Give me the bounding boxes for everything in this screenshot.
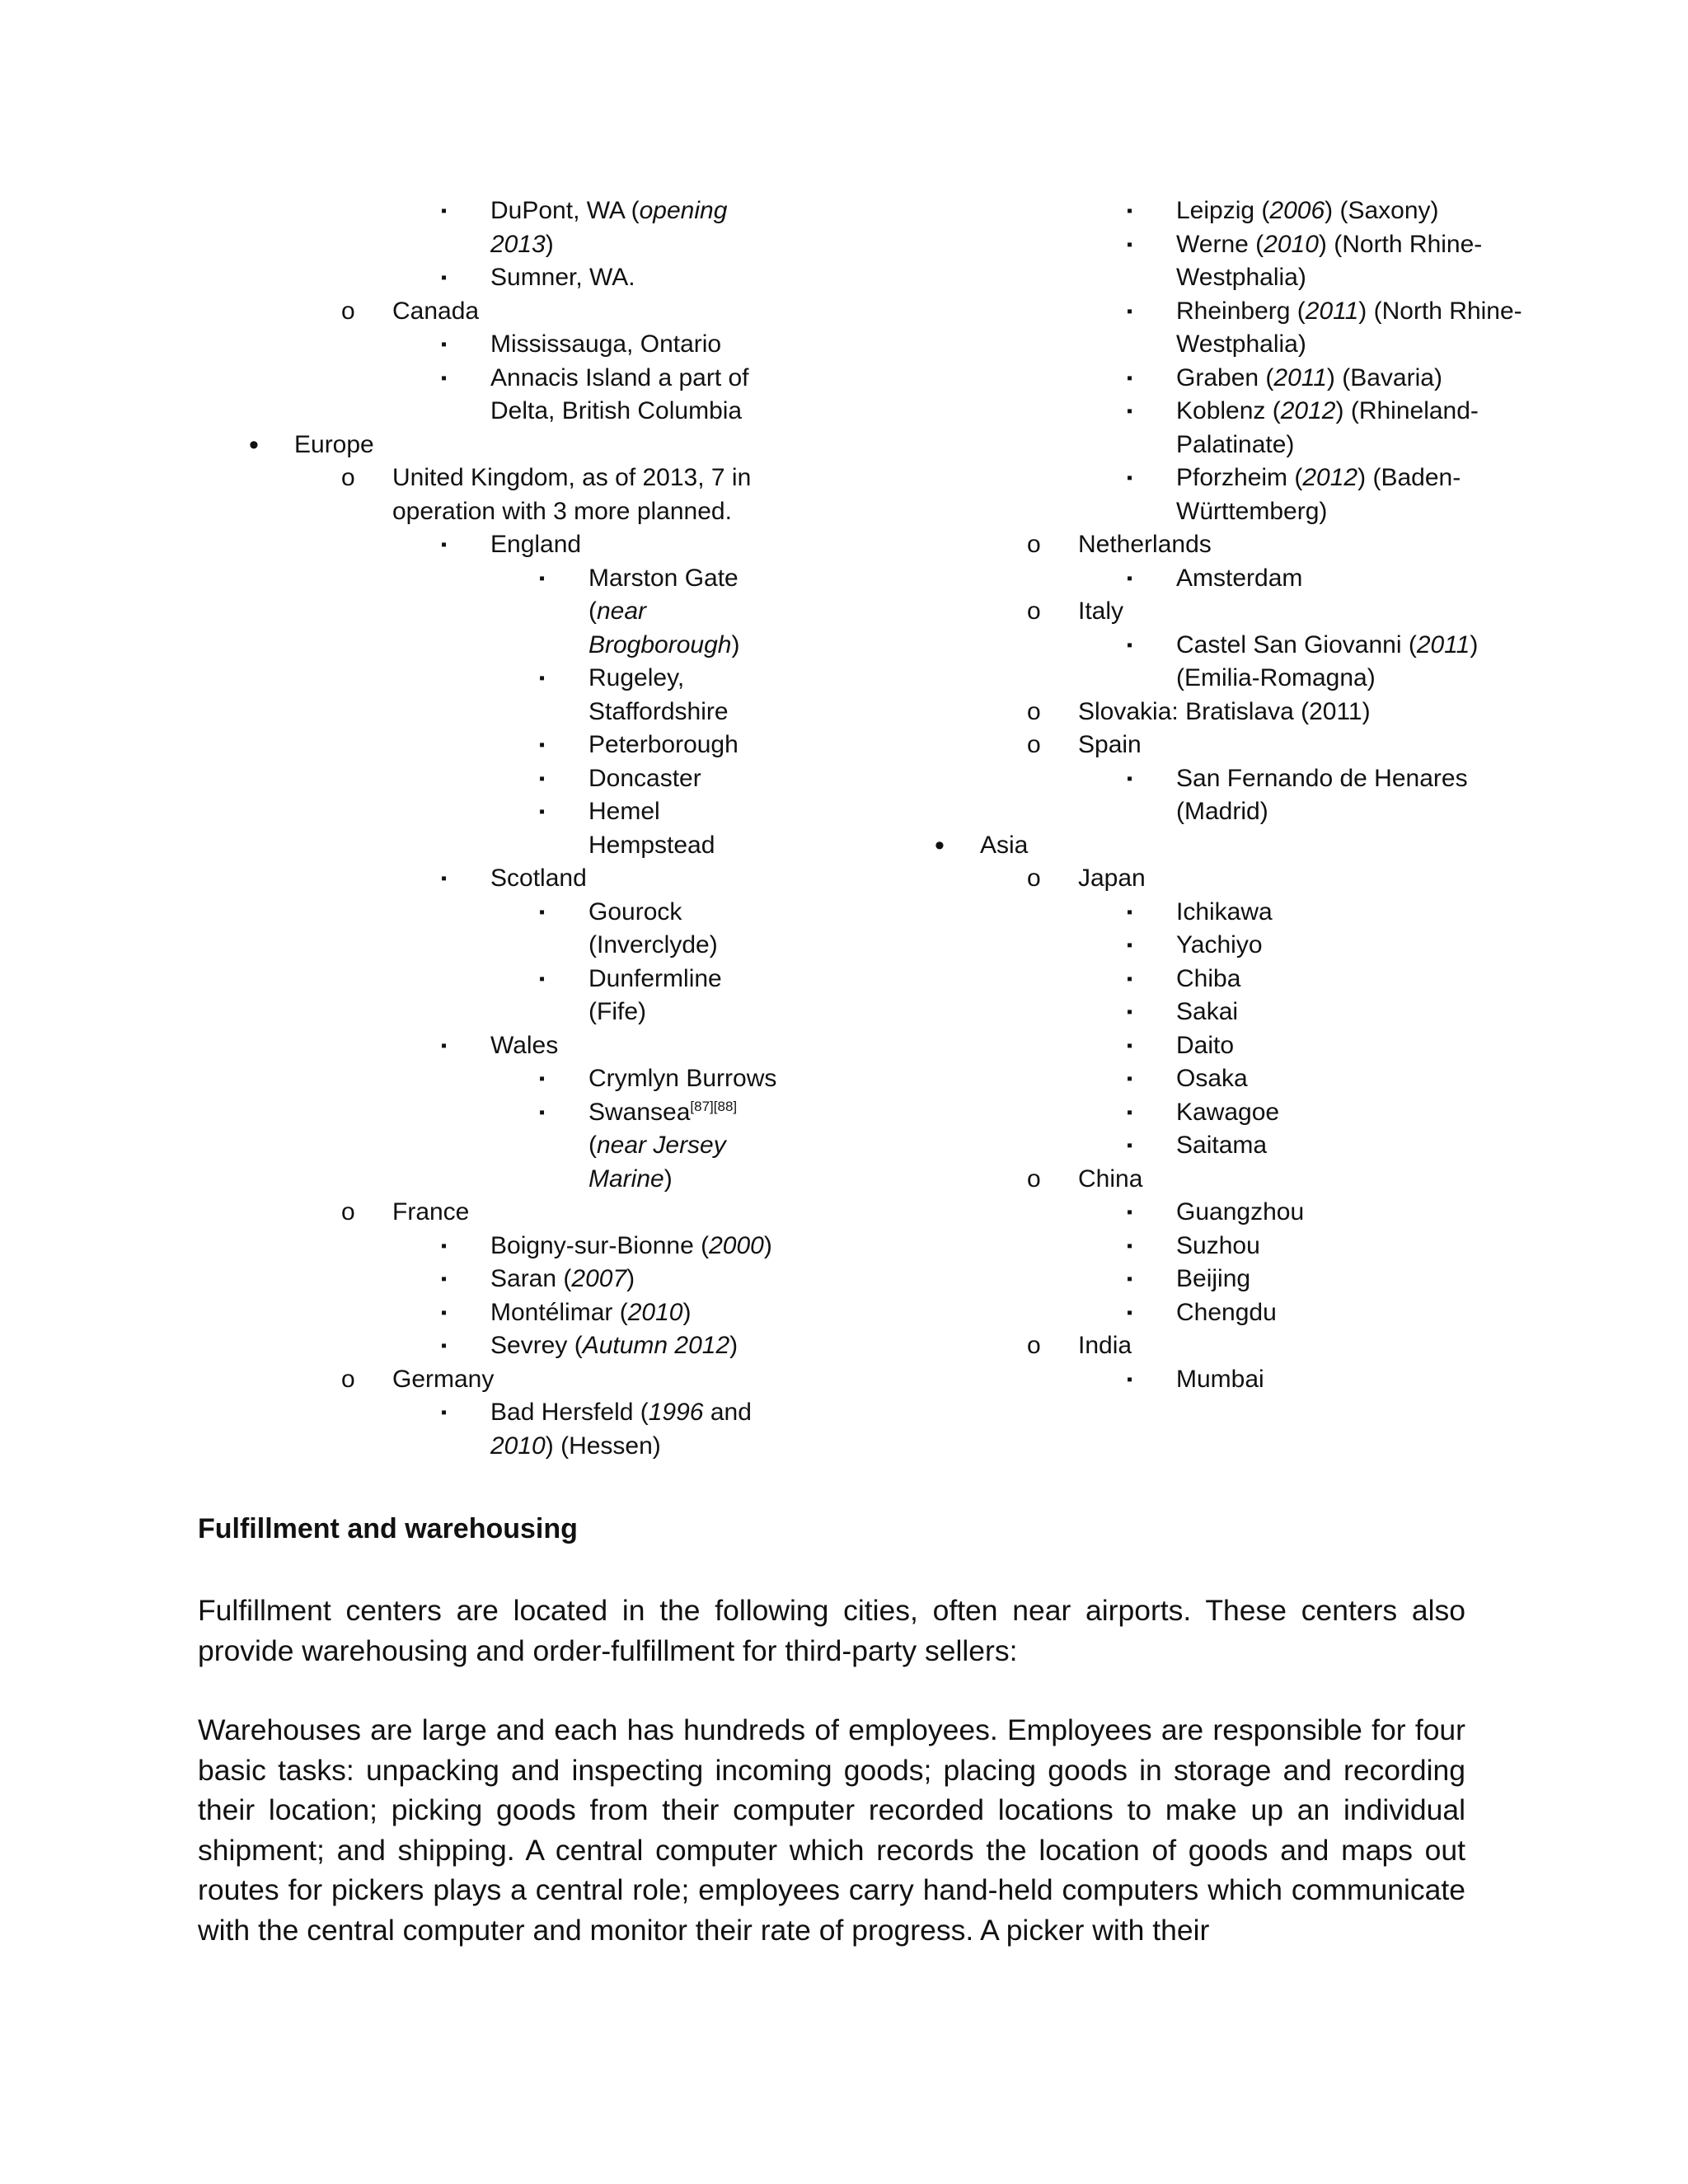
- text-run: Scotland: [490, 865, 587, 892]
- list-item-level-4: [539, 896, 786, 963]
- list-item-level-3: [1127, 1029, 1564, 1063]
- list-item-text: [1078, 531, 1212, 558]
- text-run: Castel San Giovanni (: [1176, 630, 1417, 658]
- bullet-icon: ▪: [1127, 1270, 1133, 1288]
- list-item-level-3: [1127, 1363, 1564, 1397]
- list-item-level-3: [1127, 996, 1564, 1029]
- list-item-level-2: [1027, 1329, 1540, 1363]
- list-item-text: [1078, 1165, 1142, 1193]
- bullet-icon: ▪: [539, 669, 546, 687]
- text-run: Europe: [294, 430, 374, 458]
- text-run: ) (Baden-Württemberg): [1176, 464, 1461, 525]
- text-run: Annacis Island a part of Delta, British Columbia: [490, 363, 749, 424]
- bullet-icon: ▪: [1127, 969, 1133, 988]
- list-item-level-3: [441, 1029, 787, 1063]
- italic-text: 2012: [1280, 397, 1336, 424]
- bullet-icon: •: [249, 429, 259, 461]
- text-run: Boigny-sur-Bionne (: [490, 1231, 710, 1259]
- bullet-icon: ▪: [441, 368, 448, 387]
- text-run: Daito: [1176, 1031, 1235, 1059]
- list-item-level-3: [441, 862, 787, 896]
- text-run: Osaka: [1176, 1065, 1248, 1092]
- text-run: Asia: [980, 831, 1029, 859]
- italic-text: 2000: [709, 1231, 764, 1259]
- text-run: (: [588, 1132, 597, 1159]
- bullet-icon: o: [341, 464, 355, 491]
- list-item-level-3: [441, 1396, 787, 1463]
- text-run: ) (Hessen): [545, 1432, 661, 1460]
- list-item-level-3: [1127, 896, 1564, 930]
- reference-superscript: [87][88]: [690, 1098, 738, 1114]
- bullet-icon: o: [341, 297, 355, 325]
- list-item-level-3: [1127, 462, 1564, 528]
- text-run: Gourock (Inverclyde): [588, 898, 718, 958]
- text-run: Mumbai: [1176, 1365, 1264, 1393]
- list-item-text: [1078, 731, 1142, 758]
- text-run: Saran (: [490, 1265, 572, 1292]
- text-run: Marston Gate (: [588, 564, 738, 625]
- list-item-text: [490, 1265, 635, 1292]
- list-item-level-4: [539, 762, 786, 796]
- text-run: Wales: [490, 1031, 559, 1059]
- list-item-level-3: [1127, 228, 1564, 295]
- list-item-level-3: [1127, 929, 1564, 963]
- list-item-level-3: [441, 328, 787, 362]
- list-item-text: [392, 464, 751, 525]
- bullet-icon: ▪: [1127, 635, 1133, 654]
- list-item-text: [490, 865, 587, 892]
- list-item-text: [1176, 1299, 1277, 1326]
- list-item-level-4: [539, 662, 786, 729]
- list-item-text: [490, 1032, 558, 1059]
- list-item-level-2: [1027, 862, 1540, 896]
- italic-text: 2010: [1264, 230, 1319, 258]
- bullet-icon: ▪: [441, 269, 448, 287]
- text-run: China: [1078, 1165, 1143, 1193]
- text-run: Graben (: [1176, 363, 1274, 391]
- list-item-level-4: [539, 1062, 786, 1096]
- bullet-icon: ▪: [441, 1236, 448, 1255]
- text-run: Beijing: [1176, 1265, 1251, 1292]
- bullet-icon: ▪: [441, 536, 448, 554]
- text-run: ): [731, 630, 740, 658]
- text-run: Guangzhou: [1176, 1198, 1305, 1226]
- list-item-text: [1176, 231, 1482, 292]
- list-item-level-3: [441, 194, 787, 261]
- list-item-text: [1176, 631, 1478, 692]
- bullet-icon: o: [1027, 865, 1041, 892]
- list-item-text: [588, 664, 729, 725]
- list-item-text: [490, 531, 581, 558]
- text-run: ) (Rhineland-Palatinate): [1176, 397, 1479, 458]
- bullet-icon: ▪: [1127, 1203, 1133, 1221]
- text-run: Crymlyn Burrows: [588, 1065, 777, 1092]
- list-item-text: [392, 1366, 494, 1393]
- list-item-level-3: [1127, 1296, 1564, 1330]
- text-run: Japan: [1078, 865, 1146, 892]
- list-item-text: [392, 1198, 469, 1226]
- section-heading: Fulfillment and warehousing: [198, 1513, 578, 1544]
- text-run: ): [763, 1231, 772, 1259]
- text-run: DuPont, WA (: [490, 197, 640, 224]
- list-item-text: [1078, 598, 1123, 625]
- bullet-icon: ▪: [1127, 769, 1133, 788]
- list-item-text: [1176, 565, 1302, 592]
- bullet-icon: ▪: [539, 769, 546, 788]
- text-run: Yachiyo: [1176, 931, 1263, 958]
- list-item-level-3: [441, 362, 787, 429]
- list-item-level-4: [539, 963, 786, 1029]
- list-item-text: [588, 1099, 737, 1193]
- bullet-icon: ▪: [1127, 1103, 1133, 1122]
- list-item-level-3: [1127, 1196, 1564, 1230]
- text-run: Netherlands: [1078, 531, 1212, 558]
- text-run: Sakai: [1176, 998, 1239, 1025]
- list-item-level-2: [341, 295, 755, 329]
- bullet-icon: ▪: [1127, 1070, 1133, 1088]
- list-item-text: [294, 431, 374, 458]
- bullet-icon: ▪: [1127, 302, 1133, 321]
- list-item-text: [588, 1065, 776, 1092]
- text-run: Canada: [392, 297, 480, 325]
- italic-text: near Jersey Marine: [588, 1132, 726, 1193]
- bullet-icon: ▪: [1127, 202, 1133, 220]
- text-run: Hemel Hempstead: [588, 798, 715, 859]
- bullet-icon: o: [1027, 531, 1041, 558]
- list-item-text: [1176, 998, 1238, 1025]
- list-item-level-3: [1127, 362, 1564, 396]
- list-item-text: [1176, 1366, 1264, 1393]
- list-item-level-2: [341, 462, 755, 528]
- list-item-text: [1176, 1032, 1234, 1059]
- italic-text: 1996: [648, 1399, 704, 1426]
- list-item-level-3: [1127, 1096, 1564, 1130]
- bullet-icon: ▪: [539, 969, 546, 988]
- text-run: Pforzheim (: [1176, 464, 1303, 491]
- list-item-text: [490, 364, 749, 425]
- text-run: Swansea: [588, 1098, 691, 1126]
- list-item-level-3: [1127, 194, 1564, 228]
- list-item-level-3: [1127, 1062, 1564, 1096]
- list-item-text: [1176, 1232, 1260, 1259]
- bullet-icon: ▪: [441, 1337, 448, 1355]
- bullet-icon: o: [1027, 598, 1041, 625]
- list-item-level-4: [539, 729, 786, 762]
- list-item-text: [1176, 965, 1240, 992]
- list-item-text: [490, 197, 727, 258]
- list-item-text: [1176, 298, 1522, 359]
- list-item-level-4: [539, 562, 786, 663]
- bullet-icon: ▪: [539, 736, 546, 754]
- bullet-icon: ▪: [539, 803, 546, 821]
- text-run: England: [490, 531, 582, 558]
- list-item-level-2: [341, 1363, 755, 1397]
- text-run: Peterborough: [588, 731, 738, 758]
- text-run: Chengdu: [1176, 1298, 1277, 1326]
- list-item-level-4: [539, 795, 786, 862]
- list-item-text: [1078, 1332, 1132, 1359]
- text-run: Montélimar (: [490, 1298, 628, 1326]
- list-item-text: [1176, 1065, 1248, 1092]
- list-item-level-2: [1027, 528, 1540, 562]
- text-run: Mississauga, Ontario: [490, 330, 722, 358]
- bullet-icon: ▪: [1127, 469, 1133, 487]
- list-item-level-3: [1127, 395, 1564, 462]
- list-item-text: [1176, 1265, 1250, 1292]
- list-item-text: [490, 1232, 772, 1259]
- bullet-icon: ▪: [1127, 1003, 1133, 1021]
- list-item-level-3: [1127, 963, 1564, 996]
- text-run: Italy: [1078, 598, 1124, 625]
- list-item-level-2: [1027, 696, 1540, 729]
- bullet-icon: o: [341, 1198, 355, 1226]
- text-run: Doncaster: [588, 764, 701, 792]
- text-run: Bad Hersfeld (: [490, 1399, 649, 1426]
- list-item-text: [1176, 931, 1263, 958]
- list-item-level-3: [1127, 1230, 1564, 1263]
- list-item-text: [1176, 197, 1439, 224]
- bullet-icon: ▪: [1127, 936, 1133, 954]
- bullet-icon: ▪: [539, 902, 546, 921]
- list-item-text: [588, 765, 701, 792]
- bullet-icon: o: [1027, 731, 1041, 758]
- list-item-text: [980, 832, 1028, 859]
- text-run: Kawagoe: [1176, 1098, 1280, 1126]
- text-run: Saitama: [1176, 1132, 1268, 1159]
- text-run: ) (North Rhine-Westphalia): [1176, 297, 1522, 358]
- list-item-text: [1176, 464, 1461, 525]
- locations-list-left: [0, 194, 791, 1463]
- list-item-text: [1176, 1198, 1304, 1226]
- bullet-icon: ▪: [539, 1070, 546, 1088]
- list-item-text: [588, 898, 718, 959]
- list-item-level-3: [441, 1263, 787, 1296]
- list-item-level-3: [1127, 629, 1564, 696]
- list-item-level-3: [1127, 1129, 1564, 1163]
- list-item-level-3: [1127, 562, 1564, 596]
- list-item-level-1: [935, 829, 1475, 863]
- list-item-level-3: [1127, 762, 1564, 829]
- bullet-icon: ▪: [441, 335, 448, 354]
- italic-text: 2011: [1305, 297, 1359, 325]
- text-run: Leipzig (: [1176, 197, 1270, 224]
- italic-text: 2010: [490, 1432, 546, 1460]
- list-item-text: [588, 565, 739, 658]
- italic-text: 2011: [1273, 363, 1327, 391]
- list-item-text: [588, 731, 738, 758]
- italic-text: 2011: [1416, 630, 1470, 658]
- list-item-level-4: [539, 1096, 786, 1197]
- bullet-icon: o: [1027, 697, 1041, 725]
- bullet-icon: ▪: [1127, 1036, 1133, 1055]
- bullet-icon: o: [341, 1365, 355, 1393]
- text-run: ): [663, 1165, 673, 1193]
- text-run: Koblenz (: [1176, 397, 1281, 424]
- list-item-text: [1176, 1132, 1267, 1159]
- list-item-level-2: [341, 1196, 755, 1230]
- list-item-text: [588, 798, 715, 859]
- bullet-icon: ▪: [1127, 368, 1133, 387]
- bullet-icon: o: [1027, 1332, 1041, 1359]
- bullet-icon: •: [935, 829, 945, 861]
- bullet-icon: ▪: [441, 869, 448, 888]
- list-item-text: [1176, 1099, 1279, 1126]
- list-item-text: [1176, 364, 1442, 391]
- list-item-text: [490, 1332, 738, 1359]
- list-item-text: [1176, 765, 1468, 826]
- list-item-text: [392, 298, 479, 325]
- text-run: United Kingdom, as of 2013, 7 in operation with 3 more planned.: [392, 464, 752, 525]
- locations-list-right: [907, 194, 1648, 1396]
- bullet-icon: ▪: [441, 1404, 448, 1422]
- italic-text: near Brogborough: [588, 598, 732, 658]
- italic-text: 2006: [1269, 197, 1325, 224]
- bullet-icon: ▪: [441, 1270, 448, 1288]
- list-item-level-3: [441, 1230, 787, 1263]
- bullet-icon: ▪: [1127, 902, 1133, 921]
- italic-text: 2007: [571, 1265, 627, 1292]
- text-run: India: [1078, 1332, 1132, 1359]
- text-run: Slovakia: Bratislava (2011): [1078, 697, 1371, 725]
- bullet-icon: ▪: [539, 1103, 546, 1122]
- text-run: ): [626, 1265, 635, 1292]
- text-run: ): [729, 1332, 738, 1359]
- text-run: Spain: [1078, 731, 1142, 758]
- list-item-text: [1176, 898, 1273, 926]
- italic-text: 2012: [1302, 464, 1358, 491]
- paragraph-warehouses: Warehouses are large and each has hundreds of employees. Employees are responsible for four basic tasks: unpacking and inspecting incoming goods; placing goods in storage and recording their location; picking goods from their computer recorded locations to make up an individual shipment; and shipping. A central computer which records the location of goods and maps out routes for pickers plays a central role; employees carry hand-held computers which communicate with the central computer and monitor their rate of progress. A picker with their: [198, 1713, 1465, 1947]
- text-run: ) (Emilia-Romagna): [1176, 630, 1479, 691]
- text-run: and: [703, 1399, 752, 1426]
- bullet-icon: ▪: [1127, 1303, 1133, 1322]
- text-run: ) (Saxony): [1325, 197, 1439, 224]
- text-run: ) (Bavaria): [1326, 363, 1442, 391]
- text-run: Sevrey (: [490, 1332, 583, 1359]
- text-run: Werne (: [1176, 230, 1264, 258]
- list-item-text: [490, 264, 635, 291]
- bullet-icon: ▪: [1127, 1236, 1133, 1255]
- text-run: Germany: [392, 1365, 495, 1393]
- list-item-text: [1078, 698, 1371, 725]
- italic-text: opening 2013: [490, 197, 728, 258]
- paragraph-fulfillment-centers: Fulfillment centers are located in the following cities, often near airports. These centers also provide warehousing and order-fulfillment for third-party sellers:: [198, 1594, 1465, 1667]
- list-item-level-1: [249, 429, 756, 462]
- text-run: Suzhou: [1176, 1231, 1260, 1259]
- list-item-text: [490, 1299, 691, 1326]
- bullet-icon: ▪: [441, 1036, 448, 1055]
- text-run: ): [682, 1298, 692, 1326]
- text-run: ): [545, 230, 554, 258]
- bullet-icon: ▪: [1127, 1370, 1133, 1389]
- list-item-text: [1176, 397, 1479, 458]
- text-run: France: [392, 1198, 470, 1226]
- text-run: Chiba: [1176, 964, 1241, 992]
- list-item-level-3: [441, 1329, 787, 1363]
- bullet-icon: ▪: [441, 202, 448, 220]
- bullet-icon: ▪: [1127, 1137, 1133, 1155]
- italic-text: Autumn 2012: [582, 1332, 730, 1359]
- text-run: ) (North Rhine-Westphalia): [1176, 230, 1483, 291]
- text-run: Ichikawa: [1176, 898, 1273, 926]
- list-item-text: [490, 330, 721, 358]
- text-run: San Fernando de Henares (Madrid): [1176, 764, 1468, 825]
- list-item-level-2: [1027, 729, 1540, 762]
- list-item-text: [588, 965, 722, 1026]
- text-run: Rheinberg (: [1176, 297, 1306, 325]
- text-run: Amsterdam: [1176, 564, 1303, 592]
- italic-text: 2010: [627, 1298, 683, 1326]
- list-item-text: [1078, 865, 1146, 892]
- bullet-icon: ▪: [1127, 569, 1133, 588]
- text-run: Rugeley, Staffordshire: [588, 664, 729, 725]
- text-run: Sumner, WA.: [490, 264, 635, 291]
- list-item-level-3: [441, 1296, 787, 1330]
- bullet-icon: ▪: [1127, 235, 1133, 254]
- list-item-level-2: [1027, 1163, 1540, 1197]
- list-item-text: [490, 1399, 752, 1460]
- list-item-level-3: [1127, 1263, 1564, 1296]
- text-run: Dunfermline (Fife): [588, 964, 722, 1025]
- list-item-level-3: [441, 528, 787, 562]
- bullet-icon: ▪: [539, 569, 546, 588]
- list-item-level-3: [441, 261, 787, 295]
- bullet-icon: ▪: [1127, 402, 1133, 420]
- list-item-level-3: [1127, 295, 1564, 362]
- bullet-icon: ▪: [441, 1303, 448, 1322]
- bullet-icon: o: [1027, 1165, 1041, 1193]
- list-item-level-2: [1027, 595, 1540, 629]
